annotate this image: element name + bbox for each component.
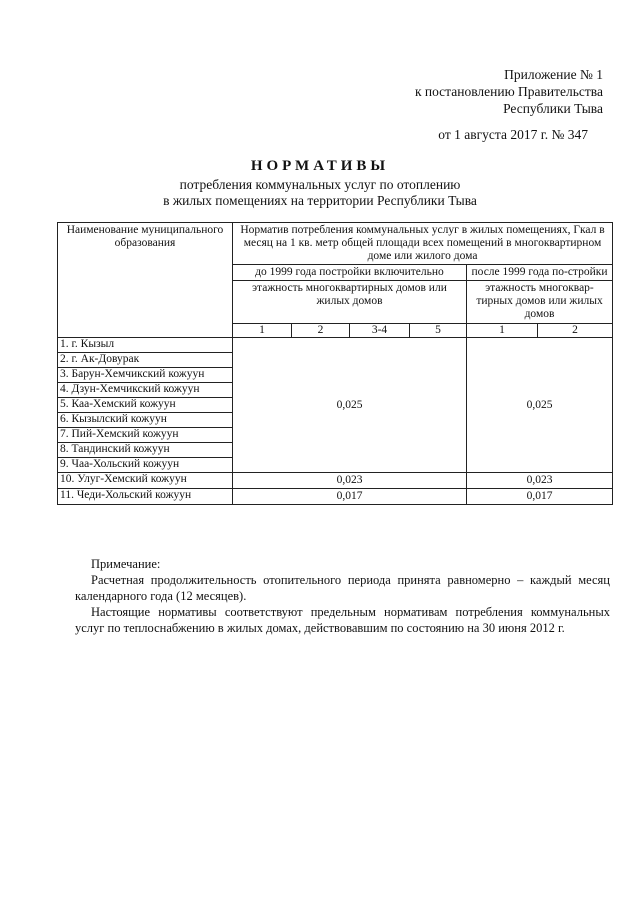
note-section: [75, 556, 610, 636]
region-name: 10. Улуг-Хемский кожуун: [58, 473, 233, 489]
floor-number: 1: [233, 324, 292, 338]
norm-value-after: 0,017: [467, 489, 613, 505]
floor-number: 2: [538, 324, 613, 338]
floor-number: 2: [292, 324, 350, 338]
header-floors-before: этажность многоквартирных домов или жилых домов: [233, 281, 467, 324]
norm-value-after: 0,023: [467, 473, 613, 489]
appendix-republic: Республики Тыва: [503, 101, 603, 116]
header-municipality: Наименование муниципального образования: [58, 223, 233, 338]
header-floors-after: этажность многоквар-тирных домов или жилых домов: [467, 281, 613, 324]
region-name: 1. г. Кызыл: [58, 338, 233, 353]
document-subtitle-2: в жилых помещениях на территории Республики Тыва: [163, 193, 477, 208]
region-name: 4. Дзун-Хемчикский кожуун: [58, 383, 233, 398]
region-name: 7. Пий-Хемский кожуун: [58, 428, 233, 443]
header-after-1999: после 1999 года по-стройки: [467, 265, 613, 281]
norm-value-after: 0,025: [467, 338, 613, 473]
region-name: 6. Кызылский кожуун: [58, 413, 233, 428]
document-title: НОРМАТИВЫ: [250, 158, 390, 174]
appendix-date: от 1 августа 2017 г. № 347: [438, 127, 588, 142]
norm-value-before: 0,025: [233, 338, 467, 473]
header-norm: Норматив потребления коммунальных услуг в жилых помещениях, Гкал в месяц на 1 кв. метр общей площади всех помещений в многоквартирном доме или жилого дома: [233, 223, 613, 265]
region-name: 9. Чаа-Хольский кожуун: [58, 458, 233, 473]
note-paragraph-1: Расчетная продолжительность отопительного периода принята равномерно – каждый месяц календарного года (12 месяцев).: [75, 573, 610, 603]
appendix-number: Приложение № 1: [504, 67, 603, 82]
region-name: 5. Каа-Хемский кожуун: [58, 398, 233, 413]
region-name: 3. Барун-Хемчикский кожуун: [58, 368, 233, 383]
title-block: [0, 158, 640, 209]
note-paragraph-2: Настоящие нормативы соответствуют предельным нормативам потребления коммунальных услуг по теплоснабжению в жилых домах, действовавшим по состоянию на 30 июня 2012 г.: [75, 605, 610, 635]
appendix-resolution: к постановлению Правительства: [414, 84, 603, 99]
floor-number: 3-4: [350, 324, 410, 338]
region-name: 2. г. Ак-Довурак: [58, 353, 233, 368]
floor-number: 5: [410, 324, 467, 338]
norm-value-before: 0,017: [233, 489, 467, 505]
floor-number: 1: [467, 324, 538, 338]
norms-table: [57, 222, 613, 505]
appendix-header: [415, 66, 603, 117]
norm-value-before: 0,023: [233, 473, 467, 489]
note-title: Примечание:: [91, 557, 161, 571]
header-before-1999: до 1999 года постройки включительно: [233, 265, 467, 281]
region-name: 8. Тандинский кожуун: [58, 443, 233, 458]
region-name: 11. Чеди-Хольский кожуун: [58, 489, 233, 505]
document-subtitle-1: потребления коммунальных услуг по отоплению: [179, 177, 461, 192]
